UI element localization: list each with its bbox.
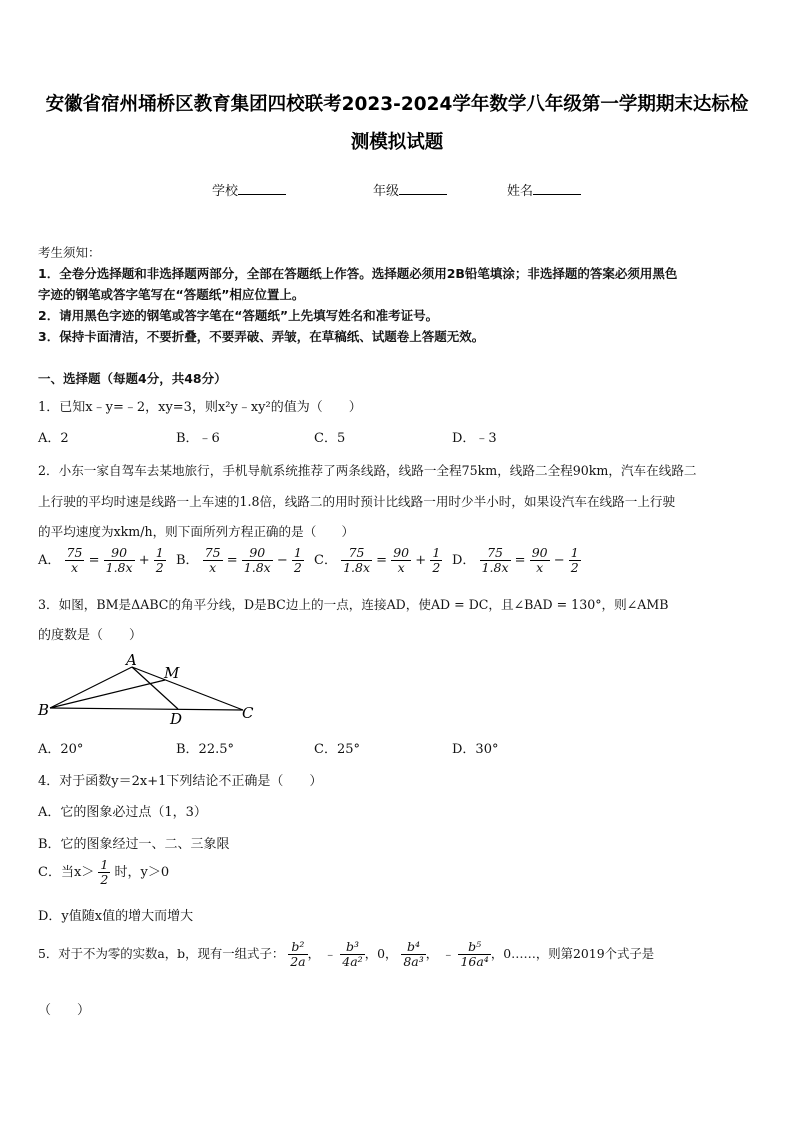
grade-field[interactable] — [373, 180, 447, 199]
q2-option-c-letter: C． — [314, 553, 337, 568]
note-3: 3．保持卡面清洁，不要折叠，不要弄破、弄皱，在草稿纸、试题卷上答题无效。 — [38, 329, 485, 344]
q5-comma2: ， — [425, 946, 439, 961]
q4-option-d[interactable]: D．y值随x值的增大而增大 — [38, 909, 194, 924]
q2a-frac3: $\frac{1}{2}$ — [155, 545, 164, 575]
q5-pre: 5．对于不为零的实数a，b，现有一组式子： — [38, 946, 285, 961]
triangle-figure — [30, 648, 270, 728]
page-title-line2: 测模拟试题 — [350, 132, 444, 153]
q2c-op: + — [415, 553, 427, 568]
q2a-frac1: $\frac{75}{x}$ — [66, 545, 83, 575]
q2-option-a-letter: A． — [38, 553, 61, 568]
q2c-eq: = — [376, 553, 388, 568]
q4-option-c[interactable] — [38, 858, 758, 887]
label-d: D — [170, 710, 183, 728]
label-a: A — [126, 651, 137, 669]
q2c-frac2: $\frac{90}{x}$ — [393, 545, 410, 575]
q1-option-a[interactable]: A．2 — [38, 431, 69, 446]
school-blank[interactable] — [238, 182, 286, 195]
note-1b: 字迹的钢笔或答字笔写在“答题纸”相应位置上。 — [38, 287, 305, 302]
q2-line2: 上行驶的平均时速是线路一上车速的1.8倍，线路二的用时预计比线路一用时少半小时，如果设汽车在线路一上行驶 — [38, 494, 676, 509]
note-1a: 1．全卷分选择题和非选择题两部分，全部在答题纸上作答。选择题必须用2B铅笔填涂；非选择题的答案必须用黑色 — [38, 266, 678, 281]
label-b: B — [38, 701, 50, 719]
q2-line1: 2．小东一家自驾车去某地旅行，手机导航系统推荐了两条线路，线路一全程75km，线路二全程90km，汽车在线路二 — [38, 463, 697, 478]
q4-option-b[interactable]: B．它的图象经过一、二、三象限 — [38, 837, 230, 852]
q4c-frac: $\frac{1}{2}$ — [100, 857, 109, 887]
q2b-frac1: $\frac{75}{x}$ — [204, 545, 221, 575]
q5-term4: $\frac{\text{b⁵}}{\text{16a⁴}}$ — [460, 939, 489, 969]
q3-option-d[interactable]: D．30° — [452, 742, 499, 757]
q3-option-a[interactable]: A．20° — [38, 742, 84, 757]
label-c: C — [242, 704, 254, 722]
q3-option-c[interactable]: C．25° — [314, 742, 360, 757]
q2b-op: − — [276, 553, 288, 568]
q5-term1: $\frac{\text{b²}}{2a}$ — [290, 939, 306, 969]
q3-line2: 的度数是（ ） — [38, 628, 143, 643]
q2d-op: − — [553, 553, 565, 568]
grade-blank[interactable] — [399, 182, 447, 195]
name-field[interactable] — [507, 180, 581, 199]
q2d-frac2: $\frac{90}{x}$ — [531, 545, 548, 575]
label-m: M — [164, 664, 180, 682]
q1-option-d[interactable]: D．﹣3 — [452, 431, 497, 446]
q1-option-c[interactable]: C．5 — [314, 431, 346, 446]
q5-term2: $\frac{\text{b³}}{\text{4a²}}$ — [342, 939, 363, 969]
q5-answer-paren: （ ） — [38, 1003, 91, 1018]
q2d-frac1: $\frac{75}{1.8x}$ — [481, 545, 509, 575]
q2b-eq: = — [226, 553, 238, 568]
notes-heading: 考生须知： — [38, 245, 101, 260]
q1-stem: 1．已知x﹣y=﹣2，xy=3，则x²y﹣xy²的值为（ ） — [38, 400, 362, 415]
q2b-frac2: $\frac{90}{1.8x}$ — [243, 545, 271, 575]
q5-stem — [38, 940, 758, 969]
q2a-frac2: $\frac{90}{1.8x}$ — [105, 545, 133, 575]
q2-option-a[interactable] — [38, 546, 166, 575]
q2b-frac3: $\frac{1}{2}$ — [293, 545, 302, 575]
exam-notes — [38, 242, 758, 347]
segment-bc — [50, 708, 243, 710]
q1-option-b[interactable]: B．﹣6 — [176, 431, 220, 446]
q5-term3: $\frac{\text{b⁴}}{\text{8a³}}$ — [403, 939, 424, 969]
q4-option-a[interactable]: A．它的图象必过点（1，3） — [38, 805, 207, 820]
q4c-post: 时，y＞0 — [114, 865, 170, 880]
q5-neg1: ﹣ — [323, 946, 337, 961]
q2c-frac3: $\frac{1}{2}$ — [432, 545, 441, 575]
grade-label: 年级 — [373, 184, 400, 199]
q3-line1: 3．如图，BM是ΔABC的角平分线，D是BC边上的一点，连接AD，使AD = DC，且∠BAD = 130°，则∠AMB — [38, 597, 669, 612]
q2-option-b[interactable] — [176, 546, 304, 575]
q5-zero: ，0， — [364, 946, 398, 961]
segment-ba — [50, 667, 132, 708]
school-field[interactable] — [212, 180, 286, 199]
school-label: 学校 — [212, 184, 239, 199]
q4c-pre: C．当x＞ — [38, 865, 95, 880]
segment-ac — [132, 667, 243, 710]
section-heading: 一、选择题（每题4分，共48分） — [38, 371, 227, 386]
name-label: 姓名 — [507, 184, 534, 199]
page-title-line1: 安徽省宿州埇桥区教育集团四校联考2023-2024学年数学八年级第一学期期末达标检 — [45, 94, 749, 115]
q2d-frac3: $\frac{1}{2}$ — [570, 545, 579, 575]
q4-stem: 4．对于函数y＝2x+1下列结论不正确是（ ） — [38, 774, 323, 789]
name-blank[interactable] — [533, 182, 581, 195]
q2-option-d[interactable] — [452, 546, 581, 575]
q2d-eq: = — [514, 553, 526, 568]
segment-bm — [50, 680, 165, 708]
q2a-eq: = — [88, 553, 100, 568]
note-2: 2．请用黑色字迹的钢笔或答字笔在“答题纸”上先填写姓名和准考证号。 — [38, 308, 439, 323]
q3-option-b[interactable]: B．22.5° — [176, 742, 234, 757]
q2-option-c[interactable] — [314, 546, 442, 575]
q2-line3: 的平均速度为xkm/h，则下面所列方程正确的是（ ） — [38, 524, 355, 539]
q5-neg2: ﹣ — [442, 946, 455, 961]
q5-comma1: ， — [307, 946, 320, 961]
q2c-frac1: $\frac{75}{1.8x}$ — [343, 545, 371, 575]
q2-option-d-letter: D． — [452, 553, 476, 568]
q5-post: ，0……，则第2019个式子是 — [490, 946, 655, 961]
q2a-op: + — [138, 553, 150, 568]
q2-option-b-letter: B． — [176, 553, 199, 568]
